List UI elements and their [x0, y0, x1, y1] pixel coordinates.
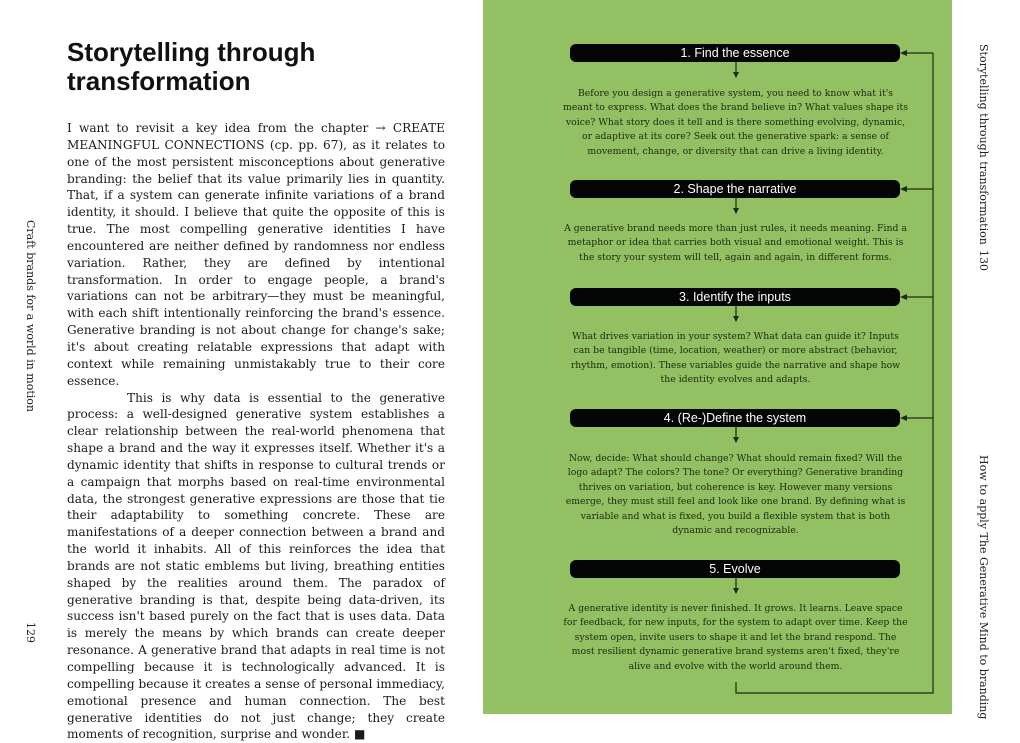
paragraph: I want to revisit a key idea from the chapter → CREATE MEANINGFUL CONNECTIONS (cp. pp. 67), as it relates to one of the most persistent misconceptions about generative branding: the belief that its value primarily lies in quantity. That, if a system can generate infinite variations of a brand identity, it should. I believe that quite the opposite of this is true. The most compelling generative identities I have encountered are neither defined by randomness nor endless variation. Rather, they are defined by intentional transformation. In order to engage people, a brand's variations can not be arbitrary—they must be meaningful, with each shift intentionally reinforcing the brand's essence. Generative branding is not about change for change's sake; it's about creating relatable expressions that adapt with context while remaining unmistakably true to their core essence.	[67, 120, 445, 390]
page-title: Storytelling through transformation	[67, 38, 427, 96]
running-head-right-bottom: How to apply The Generative Mind to branding	[977, 455, 990, 719]
step-4-text: Now, decide: What should change? What should remain fixed? Will the logo adapt? The colors? The tone? Or everything? Generative branding thrives on variation, but coherence is key. However many versions emerge, they must still feel and look like one brand. By defining what is variable and what is fixed, you build a flexible system that is both dynamic and recognizable.	[563, 452, 908, 538]
step-4-header: 4. (Re-)Define the system	[570, 409, 900, 427]
step-1-text: Before you design a generative system, you need to know what it's meant to express. What does the brand believe in? What values shape its voice? What story does it tell and is there something evolving, dynamic, or adaptive at its core? Seek out the generative spark: a sense of movement, change, or diversity that can drive a living identity.	[563, 87, 908, 159]
step-2-text: A generative brand needs more than just rules, it needs meaning. Find a metaphor or idea that carries both visual and emotional weight. This is the story your system will tell, again and again, in different forms.	[563, 222, 908, 265]
step-2-header: 2. Shape the narrative	[570, 180, 900, 198]
running-head-right-top: Storytelling through transformation	[977, 44, 990, 245]
flowchart-panel	[483, 0, 952, 714]
step-5-text: A generative identity is never finished. It grows. It learns. Leave space for feedback, for new inputs, for the system to adapt over time. Keep the system open, invite users to shape it and let the brand respond. The most resilient dynamic generative brand systems aren't fixed, they're alive and evolve with the world around them.	[563, 602, 908, 674]
page-number-left: 129	[24, 622, 37, 643]
step-3-header: 3. Identify the inputs	[570, 288, 900, 306]
step-5-header: 5. Evolve	[570, 560, 900, 578]
body-text	[67, 120, 445, 743]
step-1-header: 1. Find the essence	[570, 44, 900, 62]
step-3-text: What drives variation in your system? What data can guide it? Inputs can be tangible (time, location, weather) or more abstract (behavior, rhythm, emotion). These variables guide the narrative and shape how the identity evolves and adapts.	[563, 330, 908, 388]
running-head-left: Craft brands for a world in motion	[24, 220, 37, 412]
paragraph: This is why data is essential to the generative process: a well-designed generative system establishes a clear relationship between the real-world phenomena that shape a brand and the way it expresses itself. Whether it's a dynamic identity that shifts in response to cultural trends or a campaign that morphs based on real-time environmental data, the strongest generative expressions are those that tie their adaptability to something concrete. These are manifestations of a deeper connection between a brand and the world it inhabits. All of this reinforces the idea that brands are not static emblems but living, breathing entities shaped by the realities around them. The paradox of generative branding is that, despite being data-driven, its success isn't based purely on the fact that is uses data. Data is merely the means by which brands can create deeper resonance. A generative brand that adapts in real time is not compelling because it is technologically advanced. It is compelling because it creates a sense of personal immediacy, emotional presence and human connection. The best generative identities do not just change; they create moments of recognition, surprise and wonder. ■	[67, 390, 445, 743]
page-number-right: 130	[977, 250, 990, 271]
